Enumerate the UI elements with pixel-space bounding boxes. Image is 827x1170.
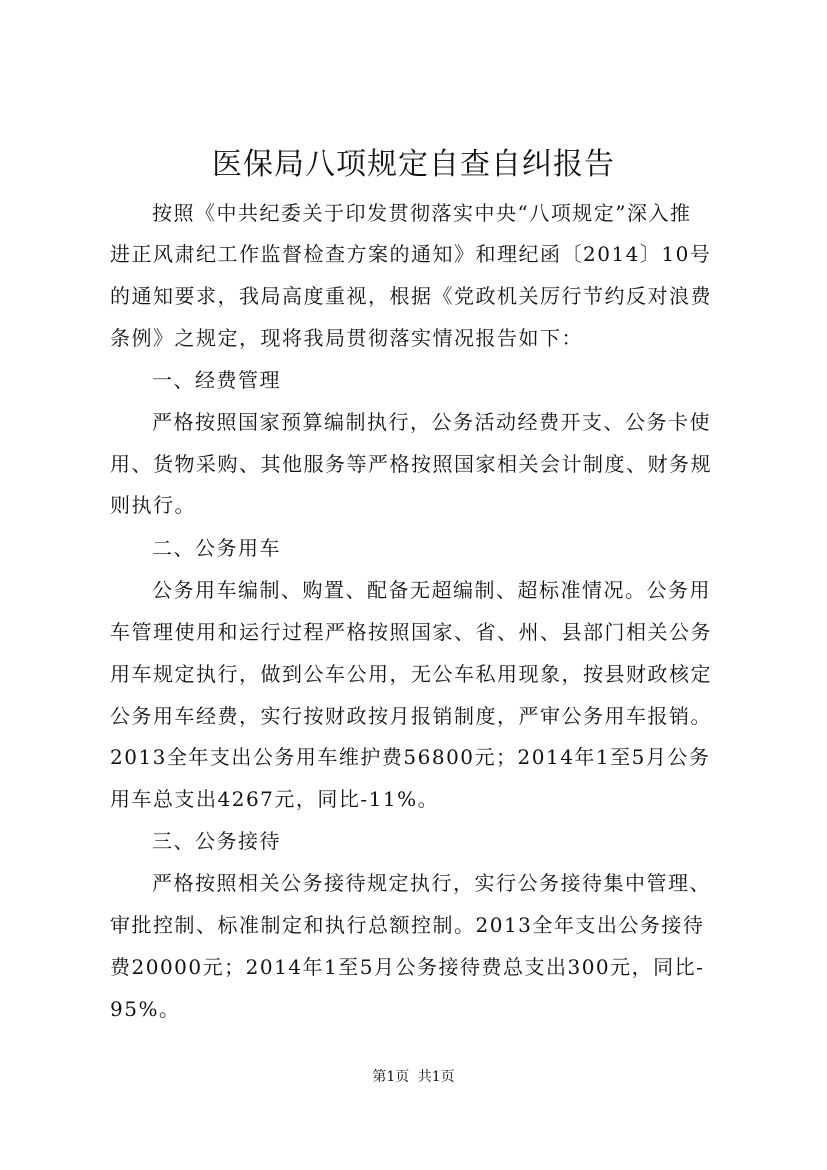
intro-line-1: 按照《中共纪委关于印发贯彻落实中央“八项规定”深入推: [152, 201, 692, 225]
section-1-line-1: 严格按照国家预算编制执行，公务活动经费开支、公务卡使: [152, 410, 711, 434]
intro-line-2: 进正风肃纪工作监督检查方案的通知》和理纪函〔2014〕10号: [110, 242, 712, 266]
section-2-line-4: 公务用车经费，实行按财政按月报销制度，严审公务用车报销。: [110, 704, 712, 728]
intro-line-3: 的通知要求，我局高度重视，根据《党政机关厉行节约反对浪费: [110, 284, 712, 308]
section-heading-official-reception: 三、公务接待: [152, 829, 281, 853]
document-title: 医保局八项规定自查自纠报告: [212, 147, 615, 182]
section-2-line-1: 公务用车编制、购置、配备无超编制、超标准情况。公务用: [152, 578, 711, 602]
page-number: 第1页: [372, 1069, 410, 1085]
section-2-line-6: 用车总支出4267元，同比-11%。: [110, 787, 440, 811]
section-heading-official-vehicles: 二、公务用车: [152, 536, 281, 560]
section-1-line-2: 用、货物采购、其他服务等严格按照国家相关会计制度、财务规: [110, 452, 712, 476]
section-3-line-1: 严格按照相关公务接待规定执行，实行公务接待集中管理、: [152, 871, 711, 895]
section-3-line-4: 95%。: [110, 997, 181, 1021]
section-2-line-2: 车管理使用和运行过程严格按照国家、省、州、县部门相关公务: [110, 620, 712, 644]
section-2-line-5: 2013全年支出公务用车维护费56800元；2014年1至5月公务: [110, 745, 711, 769]
section-1-line-3: 则执行。: [110, 493, 196, 517]
page-footer: [0, 1067, 827, 1087]
section-3-line-3: 费20000元；2014年1至5月公务接待费总支出300元，同比-: [110, 955, 705, 979]
section-2-line-3: 用车规定执行，做到公车公用，无公车私用现象，按县财政核定: [110, 662, 712, 686]
intro-line-4: 条例》之规定，现将我局贯彻落实情况报告如下：: [110, 326, 583, 350]
section-3-line-2: 审批控制、标准制定和执行总额控制。2013全年支出公务接待: [110, 913, 705, 937]
page-total: 共1页: [417, 1069, 455, 1085]
section-heading-funding: 一、经费管理: [152, 368, 281, 392]
